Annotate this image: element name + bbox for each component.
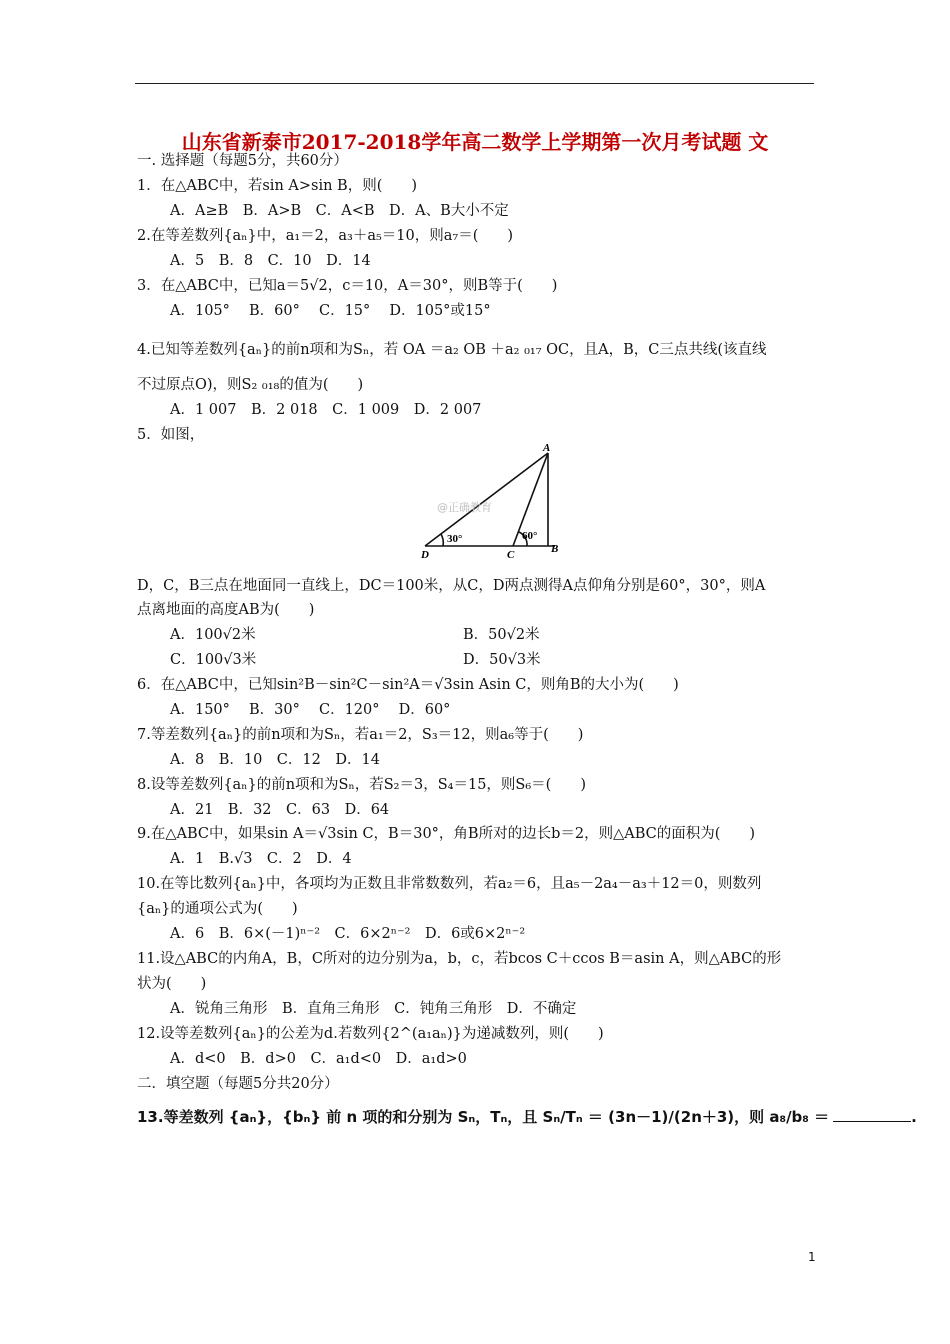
watermark: @正确教育 [437,501,492,514]
options-10: A．6 B．6×(－1)ⁿ⁻² C．6×2ⁿ⁻² D．6或6×2ⁿ⁻² [170,926,526,942]
answer-blank [833,1121,911,1122]
options-4: A．1 007 B．2 018 C．1 009 D．2 007 [170,402,482,418]
options-9: A．1 B.√3 C．2 D．4 [170,851,352,867]
question-9: 9.在△ABC中，如果sin A＝√3sin C，B＝30°，角B所对的边长b＝2，则△ABC的面积为( ) [137,826,756,842]
label-a: A [543,442,551,454]
label-30: 30° [447,533,463,545]
label-d: D [421,549,429,561]
question-5-text: D，C，B三点在地面同一直线上，DC＝100米，从C，D两点测得A点仰角分别是60°，30°，则A [137,578,766,594]
options-2: A．5 B．8 C．10 D．14 [170,253,371,269]
question-11: 11.设△ABC的内角A，B，C所对的边分别为a，b，c，若bcos C＋ccos B＝asin A，则△ABC的形 [137,951,782,967]
question-10: 10.在等比数列{aₙ}中，各项均为正数且非常数数列，若a₂＝6，且a₅－2a₄－a₃＋12＝0，则数列 [137,876,762,892]
options-1: A．A≥B B．A>B C．A<B D．A、B大小不定 [170,203,509,219]
section-2-heading: 二．填空题（每题5分共20分） [137,1076,339,1092]
label-60: 60° [522,530,538,542]
question-1: 1．在△ABC中，若sin A>sin B，则( ) [137,178,418,194]
question-2: 2.在等差数列{aₙ}中，a₁＝2，a₃＋a₅＝10，则a₇＝( ) [137,228,514,244]
options-8: A．21 B．32 C．63 D．64 [170,802,390,818]
options-3: A．105° B．60° C．15° D．105°或15° [170,303,491,319]
question-11-cont: 状为( ) [137,976,207,992]
question-7: 7.等差数列{aₙ}的前n项和为Sₙ，若a₁＝2，S₃＝12，则a₆等于( ) [137,727,584,743]
options-11: A．锐角三角形 B．直角三角形 C．钝角三角形 D．不确定 [170,1001,577,1017]
question-12: 12.设等差数列{aₙ}的公差为d.若数列{2^(a₁aₙ)}为递减数列，则( ) [137,1026,604,1042]
question-5: 5．如图， [137,427,205,443]
question-6: 6．在△ABC中，已知sin²B－sin²C－sin²A＝√3sin Asin C，则角B的大小为( ) [137,677,679,693]
question-4-cont: 不过原点O)，则S₂ ₀₁₈的值为( ) [137,377,364,393]
question-3: 3．在△ABC中，已知a＝5√2，c＝10，A＝30°，则B等于( ) [137,278,558,294]
options-12: A．d<0 B．d>0 C．a₁d<0 D．a₁d>0 [170,1051,467,1067]
question-5-cont: 点离地面的高度AB为( ) [137,602,315,618]
page-number: 1 [808,1250,816,1264]
option-5a: A．100√2米 [170,627,256,643]
question-10-cont: {aₙ}的通项公式为( ) [137,901,298,917]
triangle-figure [415,440,565,565]
options-6: A．150° B．30° C．120° D．60° [170,702,451,718]
question-13 [137,1106,917,1127]
label-b: B [551,543,559,555]
label-c: C [507,549,515,561]
question-4: 4.已知等差数列{aₙ}的前n项和为Sₙ，若 OA ＝a₂ OB ＋a₂ ₀₁₇ OC，且A，B，C三点共线(该直线 [137,342,767,358]
top-rule [135,83,814,84]
page-title: 山东省新泰市2017-2018学年高二数学上学期第一次月考试题 文 [181,130,769,154]
question-13-text: 13.等差数列 {aₙ}，{bₙ} 前 n 项的和分别为 Sₙ，Tₙ，且 Sₙ/Tₙ ＝ (3n－1)/(2n＋3)，则 a₈/b₈ ＝ [137,1108,830,1126]
option-5b: B．50√2米 [463,627,540,643]
section-heading: 一. 选择题（每题5分，共60分） [137,153,348,169]
options-7: A．8 B．10 C．12 D．14 [170,752,380,768]
angle-arc-30 [441,534,443,546]
question-13-end: . [911,1108,917,1126]
question-8: 8.设等差数列{aₙ}的前n项和为Sₙ，若S₂＝3，S₄＝15，则S₆＝( ) [137,777,586,793]
option-5d: D．50√3米 [463,652,541,668]
option-5c: C．100√3米 [170,652,257,668]
